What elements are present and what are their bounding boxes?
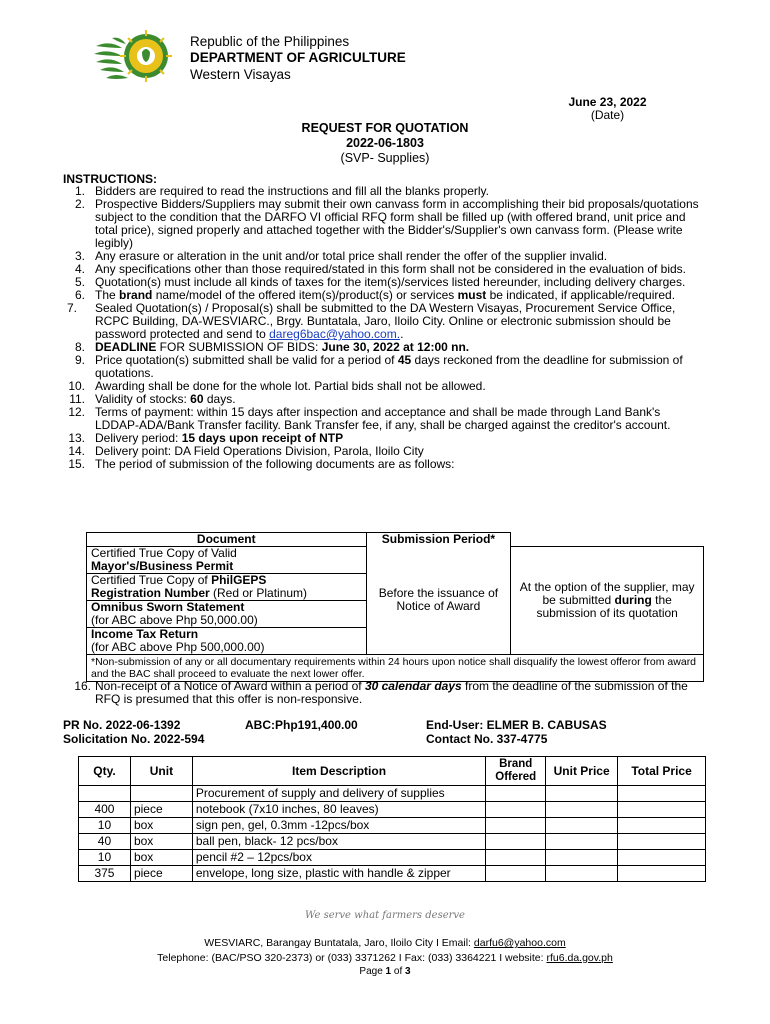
brand-input[interactable] bbox=[486, 834, 546, 850]
instruction-item: 1. Bidders are required to read the instructions and fill all the blanks properly. bbox=[74, 184, 489, 198]
footer-tagline: We serve what farmers deserve bbox=[305, 910, 465, 921]
instruction-item: 9. Price quotation(s) submitted shall be valid for a period of 45 days reckoned from the deadline for submission of quotations. bbox=[74, 353, 683, 380]
total-price-input[interactable] bbox=[618, 834, 706, 850]
instruction-item: 2. Prospective Bidders/Suppliers may submit their own canvass form in accomplishing their bid proposals/quotations subject to the condition that the DARFO VI official RFQ form shall be filled up (with offered brand, unit price and total price), signed properly and attached together with the Bidder's/Supplier's own canvass form. (Please write legibly) bbox=[74, 197, 699, 250]
instruction-item: 11. Validity of stocks: 60 days. bbox=[69, 392, 236, 406]
date-block bbox=[560, 96, 655, 122]
footer-contacts: Telephone: (BAC/PSO 320-2373) or (033) 3371262 I Fax: (033) 3364221 I website: rfu6.da.gov.ph bbox=[157, 952, 613, 964]
total-price-input[interactable] bbox=[618, 866, 706, 882]
table-row: 375 piece envelope, long size, plastic with handle & zipper bbox=[79, 866, 706, 882]
instruction-item: 4. Any specifications other than those required/stated in this form shall not be considered in the evaluation of bids. bbox=[74, 262, 687, 276]
doc-omnibus: Omnibus Sworn Statement (for ABC above Php 50,000.00) bbox=[87, 601, 367, 628]
abc-amount: ABC:Php191,400.00 bbox=[245, 718, 358, 732]
instruction-item: 5. Quotation(s) must include all kinds of taxes for the item(s)/services listed hereunder, including delivery charges. bbox=[74, 275, 686, 289]
brand-input[interactable] bbox=[486, 850, 546, 866]
header-republic: Republic of the Philippines bbox=[190, 34, 350, 49]
footer-website-link[interactable]: rfu6.da.gov.ph bbox=[546, 952, 613, 964]
title-block bbox=[0, 121, 770, 166]
date-label: (Date) bbox=[590, 108, 625, 122]
table-row: 10 box pencil #2 – 12pcs/box bbox=[79, 850, 706, 866]
instruction-item: 10. Awarding shall be done for the whole lot. Partial bids shall not be allowed. bbox=[68, 379, 486, 393]
unit-price-input[interactable] bbox=[546, 802, 618, 818]
solicitation-number: Solicitation No. 2022-594 bbox=[63, 732, 205, 746]
total-price-input[interactable] bbox=[618, 850, 706, 866]
header-region: Western Visayas bbox=[190, 67, 291, 82]
da-logo-icon bbox=[92, 26, 180, 88]
brand-input[interactable] bbox=[486, 866, 546, 882]
col-qty: Qty. bbox=[79, 757, 131, 786]
page-number: Page 1 of 3 bbox=[359, 966, 411, 977]
instruction-16: 16. Non-receipt of a Notice of Award within a period of 30 calendar days from the deadline of the submission of the RFQ is presumed that this offer is non-responsive. bbox=[74, 679, 688, 706]
doc-title: REQUEST FOR QUOTATION bbox=[301, 121, 469, 135]
col-description: Item Description bbox=[192, 757, 485, 786]
footer-email-link[interactable]: darfu6@yahoo.com bbox=[473, 937, 566, 949]
items-table bbox=[78, 756, 706, 882]
col-total-price: Total Price bbox=[618, 757, 706, 786]
period-header: Submission Period* bbox=[366, 533, 511, 547]
instruction-item: 3. Any erasure or alteration in the unit and/or total price shall render the offer of the supplier invalid. bbox=[74, 249, 608, 263]
unit-price-input[interactable] bbox=[546, 850, 618, 866]
rfq-number: 2022-06-1803 bbox=[346, 136, 424, 150]
table-row: 10 box sign pen, gel, 0.3mm -12pcs/box bbox=[79, 818, 706, 834]
col-unit: Unit bbox=[130, 757, 192, 786]
footer-address: WESVIARC, Barangay Buntatala, Jaro, Iloilo City I Email: darfu6@yahoo.com bbox=[204, 937, 566, 949]
contact-number: Contact No. 337-4775 bbox=[426, 732, 548, 746]
unit-price-input[interactable] bbox=[546, 818, 618, 834]
instruction-item: 7. Sealed Quotation(s) / Proposal(s) shall be submitted to the DA Western Visayas, Procurement Service Office, RCPC Building, DA-WESVIARC., Brgy. Buntatala, Jaro, Iloilo City. Online or electronic submission should be password protected and send to dareg6bac@yahoo.com.. bbox=[66, 301, 676, 341]
instruction-item: 13. Delivery period: 15 days upon receipt of NTP bbox=[68, 431, 344, 445]
doc-itr: Income Tax Return (for ABC above Php 500,000.00) bbox=[87, 628, 367, 655]
brand-input[interactable] bbox=[486, 818, 546, 834]
instruction-item: 12. Terms of payment: within 15 days after inspection and acceptance and shall be made through Land Bank's LDDAP-ADA/Bank Transfer facility. Bank Transfer fee, if any, shall be charged against the creditor's account. bbox=[68, 405, 671, 432]
col-unit-price: Unit Price bbox=[546, 757, 618, 786]
unit-price-input[interactable] bbox=[546, 866, 618, 882]
end-user: End-User: ELMER B. CABUSAS bbox=[426, 718, 607, 732]
unit-price-input[interactable] bbox=[546, 834, 618, 850]
instruction-item: 8. DEADLINE FOR SUBMISSION OF BIDS: June 30, 2022 at 12:00 nn. bbox=[74, 340, 470, 354]
instructions-title: INSTRUCTIONS: bbox=[63, 172, 157, 186]
pr-info bbox=[63, 718, 204, 746]
col-brand: Brand Offered bbox=[486, 757, 546, 786]
total-price-input[interactable] bbox=[618, 802, 706, 818]
period-before-award: Before the issuance of Notice of Award bbox=[366, 547, 511, 655]
period-option: At the option of the supplier, may be submitted during the submission of its quotation bbox=[511, 547, 704, 655]
item-intro: Procurement of supply and delivery of supplies bbox=[192, 786, 485, 802]
docs-note: *Non-submission of any or all documentary requirements within 24 hours upon notice shall disqualify the lowest offeror from award and the BAC shall proceed to evaluate the next lower offer. bbox=[87, 655, 704, 682]
instruction-item: 14. Delivery point: DA Field Operations Division, Parola, Iloilo City bbox=[68, 444, 424, 458]
pr-number: PR No. 2022-06-1392 bbox=[63, 718, 181, 732]
doc-philgeps: Certified True Copy of PhilGEPS Registration Number (Red or Platinum) bbox=[87, 574, 367, 601]
instructions-list bbox=[63, 185, 703, 471]
doc-header: Document bbox=[87, 533, 367, 547]
table-row: 400 piece notebook (7x10 inches, 80 leaves) bbox=[79, 802, 706, 818]
documents-table bbox=[86, 532, 704, 682]
instruction-item: 6. The brand name/model of the offered item(s)/product(s) or services must be indicated, if applicable/required. bbox=[74, 288, 676, 302]
doc-mayors-permit: Certified True Copy of Valid Mayor's/Business Permit bbox=[87, 547, 367, 574]
bac-email-link[interactable]: dareg6bac@yahoo.com. bbox=[269, 327, 401, 341]
total-price-input[interactable] bbox=[618, 818, 706, 834]
rfq-type: (SVP- Supplies) bbox=[340, 151, 430, 165]
instruction-item: 15. The period of submission of the following documents are as follows: bbox=[68, 457, 455, 471]
header-department: DEPARTMENT OF AGRICULTURE bbox=[190, 50, 406, 65]
date-value: June 23, 2022 bbox=[568, 95, 647, 109]
end-user-info bbox=[426, 718, 607, 746]
brand-input[interactable] bbox=[486, 802, 546, 818]
table-row bbox=[79, 786, 706, 802]
table-row: 40 box ball pen, black- 12 pcs/box bbox=[79, 834, 706, 850]
